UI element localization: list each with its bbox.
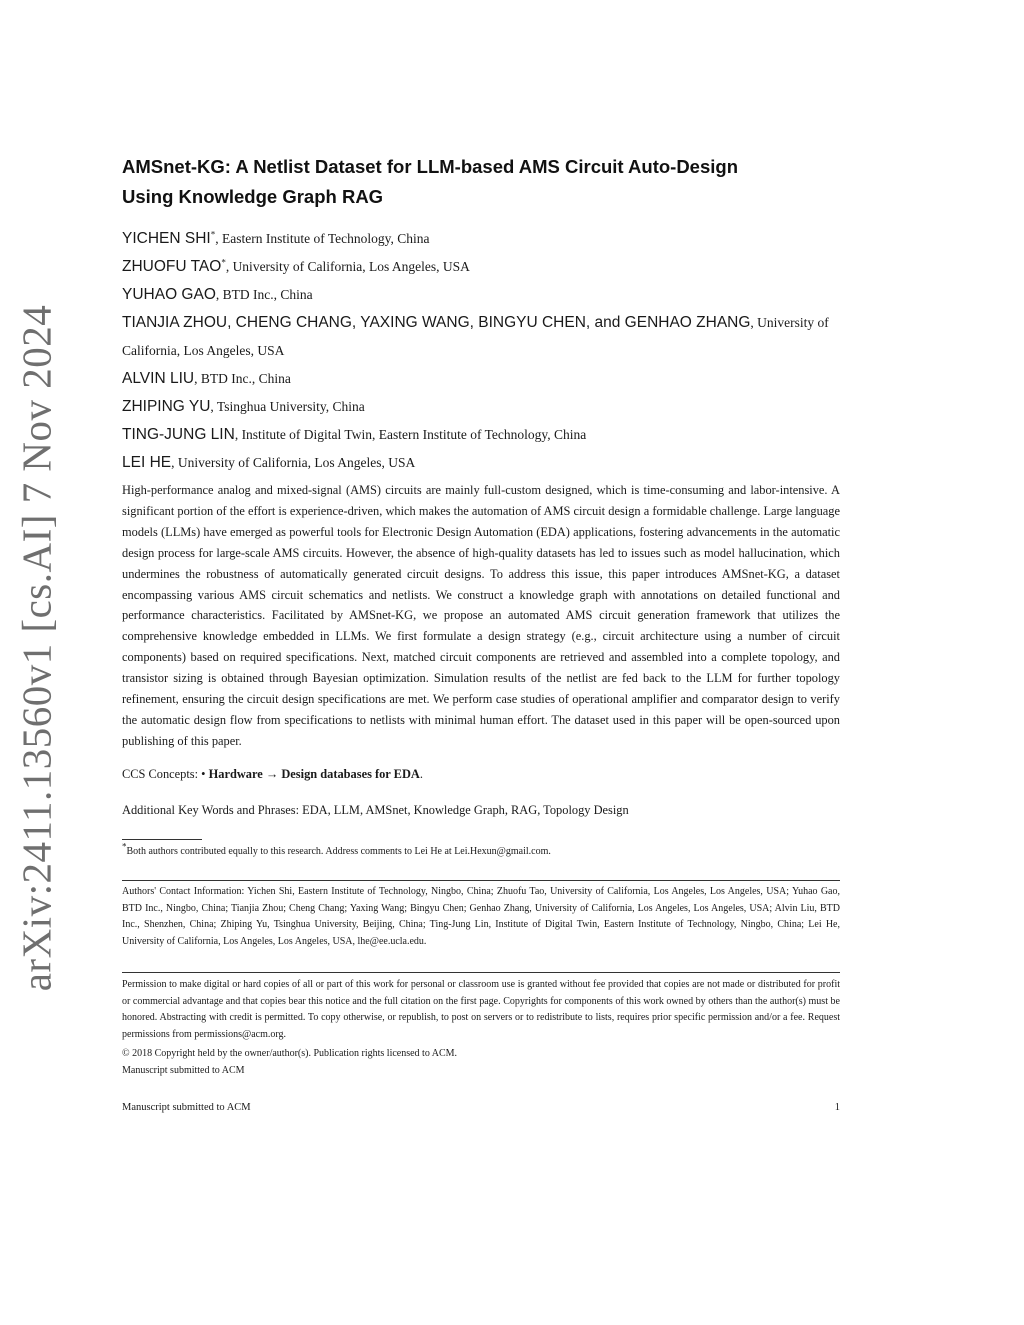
author-affiliation: , Eastern Institute of Technology, China — [215, 231, 430, 246]
author-name: ZHIPING YU — [122, 398, 211, 415]
paper-title — [122, 152, 840, 212]
author-entry — [122, 365, 840, 393]
ccs-period: . — [419, 767, 423, 781]
equal-contribution-footnote — [122, 841, 840, 859]
copyright-line: © 2018 Copyright held by the owner/author(s). Publication rights licensed to ACM. — [122, 1048, 458, 1059]
ccs-label: CCS Concepts: • — [122, 767, 209, 781]
author-name: ZHUOFU TAO — [122, 258, 222, 275]
manuscript-note: Manuscript submitted to ACM — [122, 1065, 245, 1076]
author-list — [122, 225, 840, 477]
author-name: LEI HE — [122, 454, 172, 471]
author-name: YUHAO GAO — [122, 286, 216, 303]
author-entry — [122, 393, 840, 421]
author-affiliation: , University of California, Los Angeles, USA — [225, 259, 470, 274]
author-entry — [122, 421, 840, 449]
author-entry — [122, 309, 840, 365]
author-name: TING-JUNG LIN — [122, 426, 235, 443]
equal-contribution-mark: * — [210, 229, 216, 240]
title-line-1: AMSnet-KG: A Netlist Dataset for LLM-based AMS Circuit Auto-Design — [122, 156, 739, 177]
page-footer — [122, 1100, 840, 1116]
author-name: TIANJIA ZHOU, CHENG CHANG, YAXING WANG, BINGYU CHEN, and GENHAO ZHANG — [122, 314, 751, 331]
footnote-divider — [122, 839, 202, 840]
page-number: 1 — [834, 1102, 840, 1113]
footnote-text: Both authors contributed equally to this research. Address comments to Lei He at Lei.Hexun@gmail.com. — [126, 846, 551, 857]
author-name: ALVIN LIU — [122, 370, 195, 387]
ccs-term-design-databases: Design databases for EDA — [281, 767, 420, 781]
permission-notice: Permission to make digital or hard copies of all or part of this work for personal or classroom use is granted without fee provided that copies are not made or distributed for profit or commercial advantage and that copies bear this notice and the full citation on the first page. Copyrights for components of this work owned by others than the author(s) must be honored. Abstracting with credit is permitted. To copy otherwise, or republish, to post on servers or to redistribute to lists, requires prior specific permission and/or a fee. Request permissions from permissions@acm.org. — [122, 979, 840, 1040]
author-entry — [122, 449, 840, 477]
footer-manuscript-label: Manuscript submitted to ACM — [122, 1102, 251, 1113]
author-name: YICHEN SHI — [122, 230, 211, 247]
author-entry — [122, 253, 840, 281]
ccs-concepts — [122, 765, 840, 783]
author-affiliation: , Tsinghua University, China — [210, 399, 365, 414]
permission-divider — [122, 972, 840, 973]
author-affiliation: , BTD Inc., China — [215, 287, 313, 302]
author-affiliation: , University of California, Los Angeles, USA — [171, 455, 416, 470]
author-affiliation: , BTD Inc., China — [194, 371, 291, 386]
ccs-term-hardware: Hardware — [208, 767, 263, 781]
title-line-2: Using Knowledge Graph RAG — [122, 186, 384, 207]
author-entry — [122, 225, 840, 253]
author-affiliation: , University of California, Los Angeles, USA — [122, 315, 829, 358]
contact-divider — [122, 880, 840, 881]
ccs-arrow: → — [262, 767, 282, 781]
footnote-mark: * — [122, 841, 127, 852]
authors-contact-information: Authors' Contact Information: Yichen Shi, Eastern Institute of Technology, Ningbo, China; Zhuofu Tao, University of California, Los Angeles, Los Angeles, USA; Yuhao Gao, BTD Inc., Ningbo, China; Tianjia Zhou; Cheng Chang; Yaxing Wang; Bingyu Chen; Genhao Zhang, University of California, Los Angeles, Los Angeles, USA; Alvin Liu, BTD Inc., Shenzhen, China; Zhiping Yu, Tsinghua University, Beijing, China; Ting-Jung Lin, Institute of Digital Twin, Eastern Institute of Technology, Ningbo, China; Lei He, University of California, Los Angeles, Los Angeles, USA, lhe@ee.ucla.edu. — [122, 886, 840, 947]
equal-contribution-mark: * — [221, 257, 226, 268]
author-affiliation: , Institute of Digital Twin, Eastern Institute of Technology, China — [234, 427, 587, 442]
arxiv-id-text: arXiv:2411.13560v1 [cs.AI] 7 Nov 2024 — [13, 304, 59, 992]
additional-keywords: Additional Key Words and Phrases: EDA, LLM, AMSnet, Knowledge Graph, RAG, Topology Design — [122, 803, 629, 817]
abstract: High-performance analog and mixed-signal (AMS) circuits are mainly full-custom designed, which is time-consuming and labor-intensive. A significant portion of the effort is experience-driven, which makes the automation of AMS circuit design a formidable challenge. Large language models (LLMs) have emerged as powerful tools for Electronic Design Automation (EDA) applications, fostering advancements in the automatic design process for large-scale AMS circuits. However, the absence of high-quality datasets has led to issues such as model hallucination, which undermines the robustness of automatically generated circuit designs. To address this issue, this paper introduces AMSnet-KG, a dataset encompassing various AMS circuit schematics and netlists. We construct a knowledge graph with annotations on detailed functional and performance characteristics. Facilitated by AMSnet-KG, we propose an automated AMS circuit generation framework that utilizes the comprehensive knowledge embedded in LLMs. We first formulate a design strategy (e.g., circuit architecture using a number of circuit components) based on required specifications. Next, matched circuit components are retrieved and assembled into a complete topology, and transistor sizing is obtained through Bayesian optimization. Simulation results of the netlist are fed back to the LLM for further topology refinement, ensuring the circuit design specifications are met. We perform case studies of operational amplifier and comparator design to verify the automatic design flow from specifications to netlists with minimal human effort. The dataset used in this paper will be open-sourced upon publishing of this paper. — [122, 483, 840, 748]
arxiv-identifier-stamp — [6, 304, 66, 992]
author-entry — [122, 281, 840, 309]
